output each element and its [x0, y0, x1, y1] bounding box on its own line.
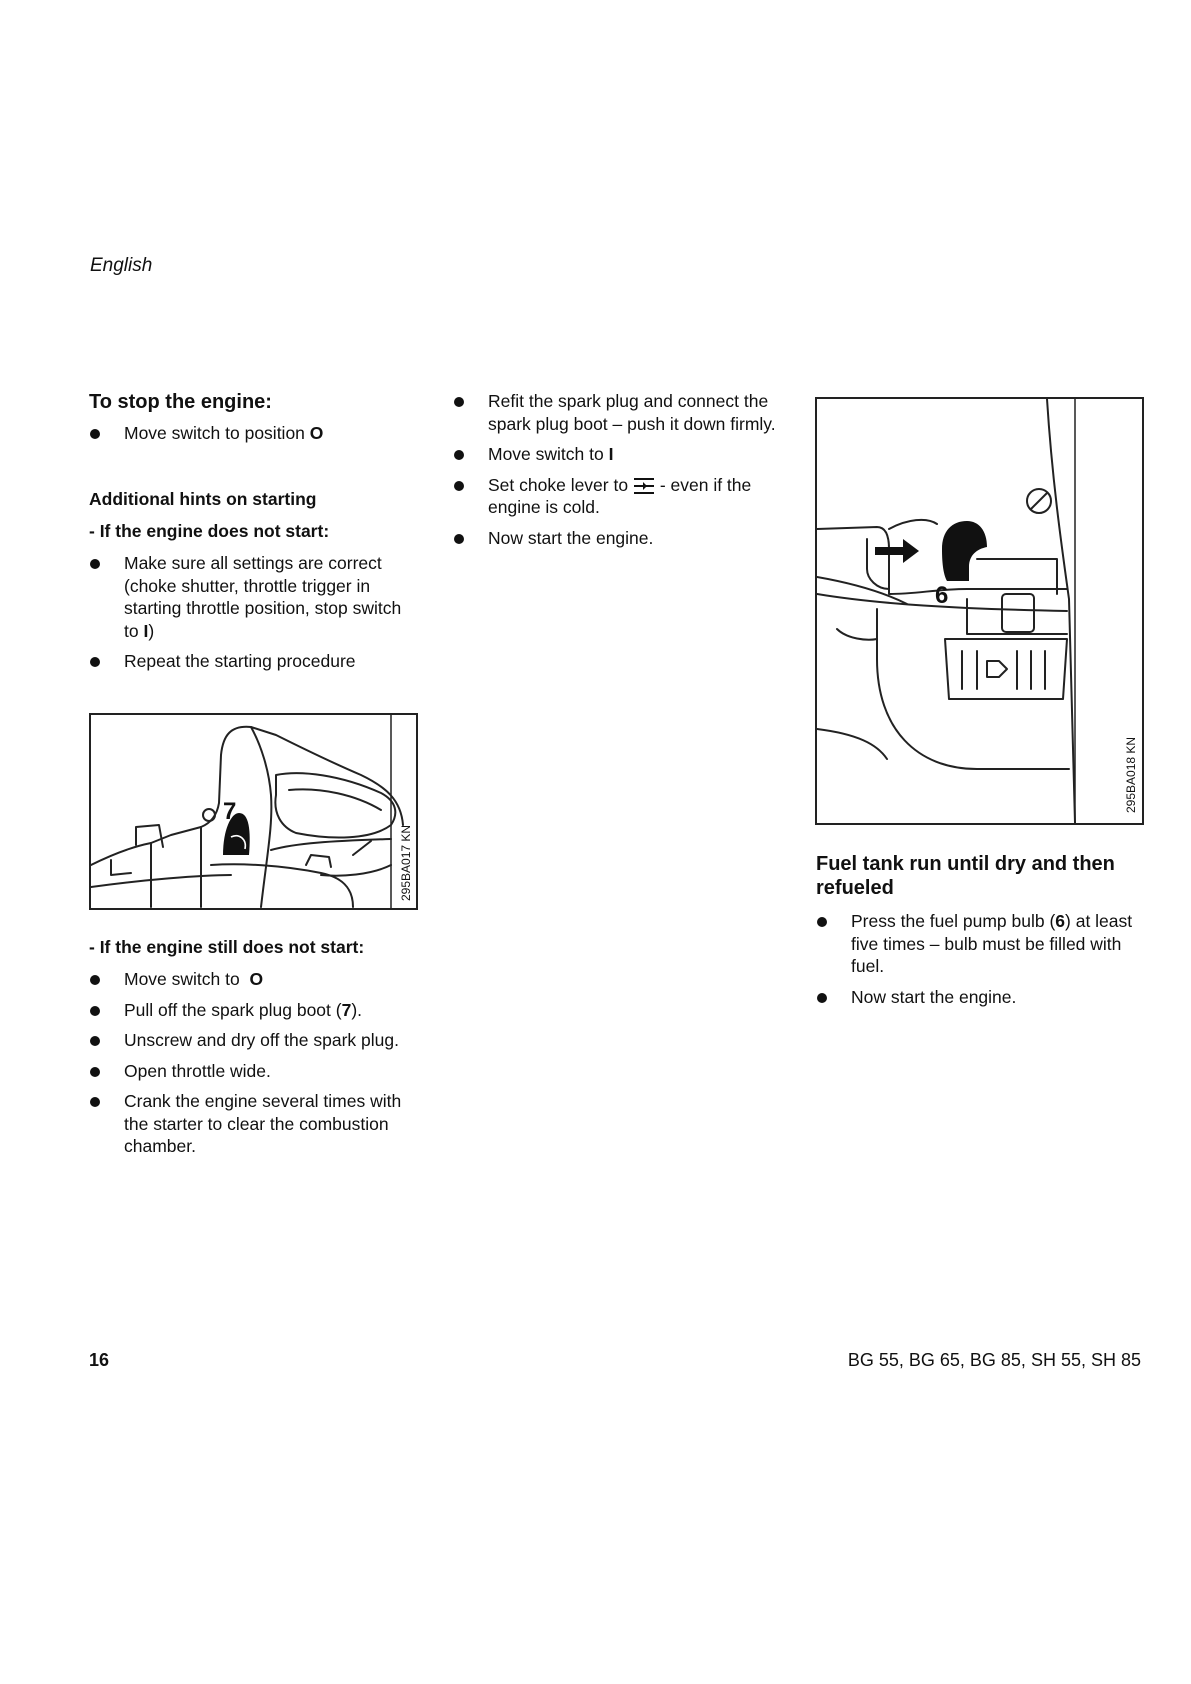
list-item: Unscrew and dry off the spark plug.: [89, 1029, 419, 1052]
list-item: Pull off the spark plug boot (7).: [89, 999, 419, 1022]
list-item: Move switch to O: [89, 968, 419, 991]
fuel-list: [816, 910, 1146, 1008]
figure-code: 295BA018 KN: [1124, 736, 1138, 813]
bullet-icon: [90, 1097, 100, 1107]
list-item: Make sure all settings are correct (choke shutter, throttle trigger in starting throttle position, stop switch to I): [89, 552, 419, 642]
hints-title: Additional hints on starting: [89, 489, 317, 509]
bullet-icon: [90, 657, 100, 667]
list-item: Move switch to I: [453, 443, 783, 466]
list-item: Press the fuel pump bulb (6) at least five times – bulb must be filled with fuel.: [816, 910, 1146, 978]
figure-callout-number: 7: [223, 798, 237, 825]
refit-list: [453, 390, 783, 557]
bullet-icon: [90, 1006, 100, 1016]
model-list: BG 55, BG 65, BG 85, SH 55, SH 85: [847, 1350, 1141, 1370]
stop-section: [89, 390, 419, 453]
spark-plug-illustration: [91, 715, 416, 908]
choke-closed-icon: [633, 477, 655, 495]
still-title: - If the engine still does not start:: [89, 937, 365, 957]
list-item: Set choke lever to - even if the engine is cold.: [453, 474, 783, 519]
hints-section: [89, 488, 419, 681]
bullet-icon: [454, 450, 464, 460]
fuel-title: Fuel tank run until dry and then refueled: [816, 853, 1115, 899]
stop-list: [89, 422, 419, 445]
bullet-icon: [90, 975, 100, 985]
list-item: Now start the engine.: [816, 986, 1146, 1009]
figure-callout-number: 6: [935, 582, 949, 609]
bullet-icon: [454, 534, 464, 544]
fuel-pump-illustration: [817, 399, 1142, 823]
still-list: [89, 968, 419, 1158]
bullet-icon: [817, 917, 827, 927]
bullet-icon: [817, 993, 827, 1003]
list-item: Refit the spark plug and connect the spark plug boot – push it down firmly.: [453, 390, 783, 435]
list-item: Repeat the starting procedure: [89, 650, 419, 673]
stop-title: To stop the engine:: [89, 391, 272, 413]
bullet-icon: [90, 429, 100, 439]
still-section: [89, 936, 419, 1166]
figure-code: 295BA017 KN: [399, 824, 413, 901]
not-start-list: [89, 552, 419, 673]
fuel-section: [816, 852, 1146, 1016]
bullet-icon: [454, 397, 464, 407]
bullet-icon: [90, 1036, 100, 1046]
list-item: Move switch to position O: [89, 422, 419, 445]
language-label: English: [90, 255, 153, 276]
page-number: 16: [89, 1350, 110, 1370]
list-item: Crank the engine several times with the starter to clear the combustion chamber.: [89, 1090, 419, 1158]
list-item: Now start the engine.: [453, 527, 783, 550]
bullet-icon: [454, 481, 464, 491]
bullet-icon: [90, 1067, 100, 1077]
not-start-title: - If the engine does not start:: [89, 521, 330, 541]
list-item: Open throttle wide.: [89, 1060, 419, 1083]
fuel-pump-figure: [815, 397, 1144, 825]
bullet-icon: [90, 559, 100, 569]
spark-plug-figure: [89, 713, 418, 910]
